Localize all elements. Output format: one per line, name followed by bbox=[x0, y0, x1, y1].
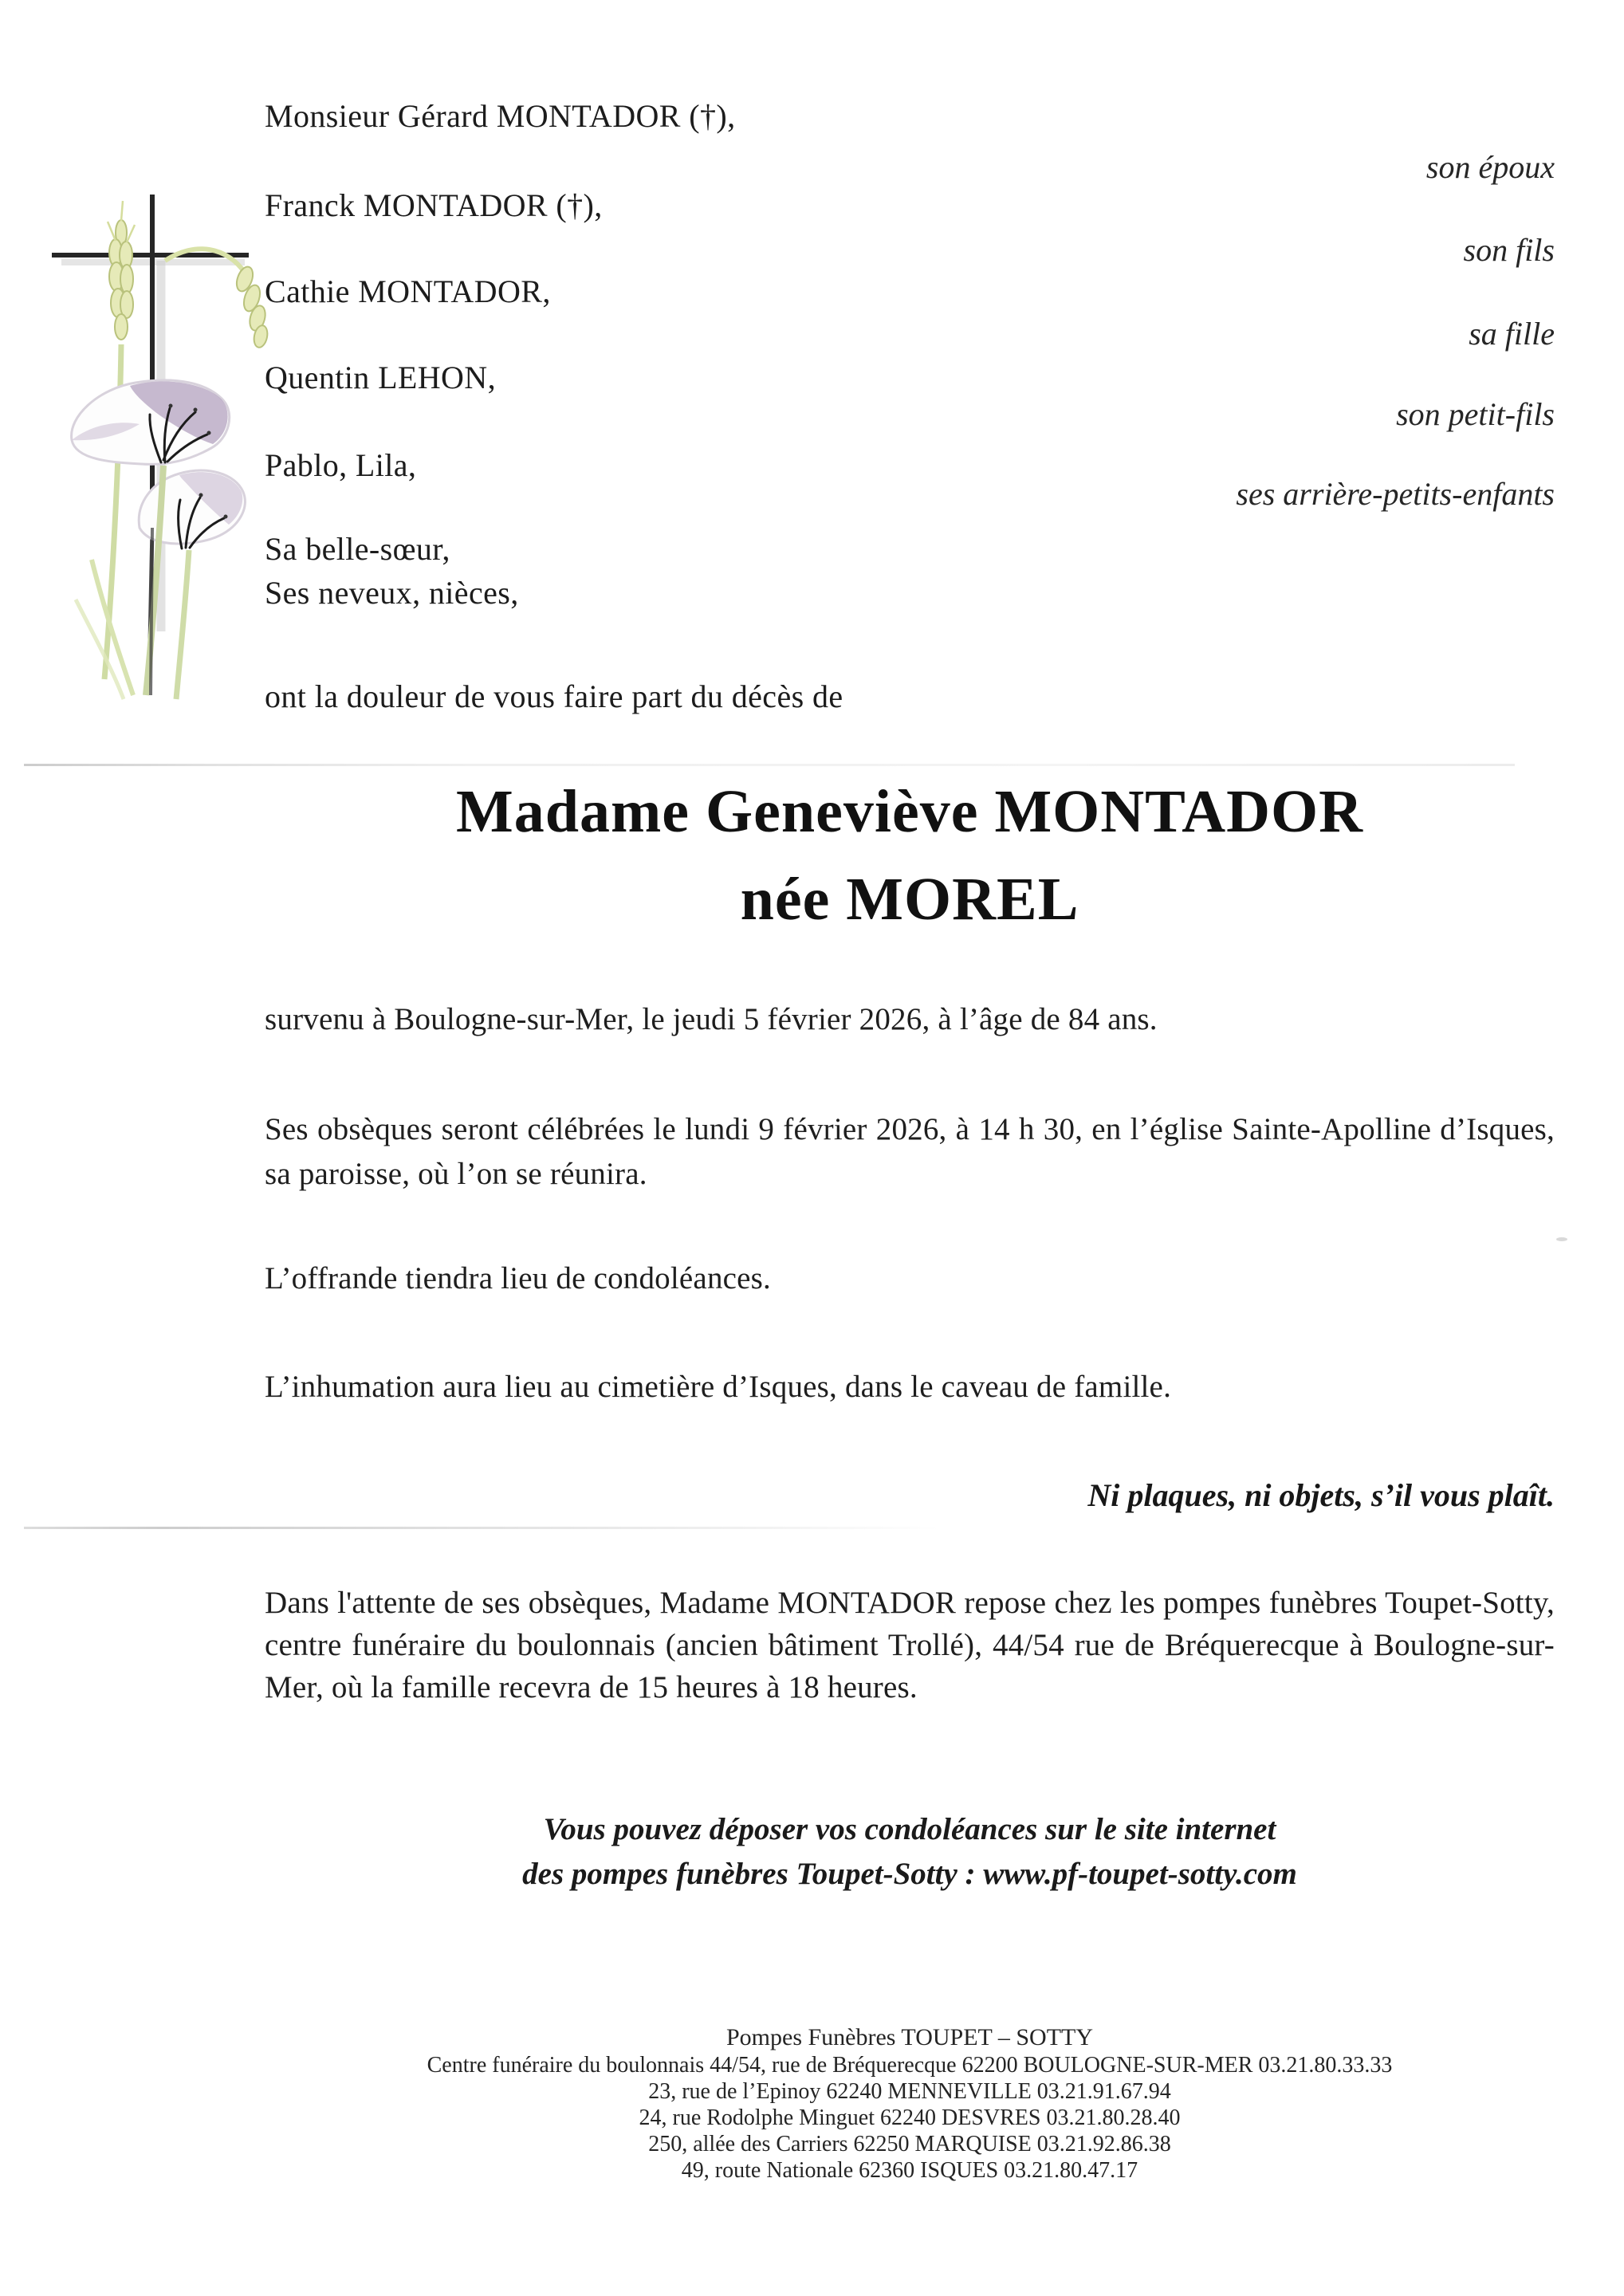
family-name: Pablo, Lila, bbox=[265, 447, 417, 483]
death-info: survenu à Boulogne-sur-Mer, le jeudi 5 février 2026, à l’âge de 84 ans. bbox=[265, 1002, 1158, 1036]
scan-artifact-speck bbox=[1556, 1237, 1567, 1241]
funeral-home-location: 24, rue Rodolphe Minguet 62240 DESVRES 03.21.80.28.40 bbox=[639, 2105, 1181, 2130]
relation-label: son fils bbox=[1463, 232, 1555, 268]
repose-paragraph: Dans l'attente de ses obsèques, Madame MONTADOR repose chez les pompes funèbres Toupet-Sotty, centre funéraire du boulonnais (ancien bâtiment Trollé), 44/54 rue de Bréquerecque à Boulogne-sur-Mer, où la famille recevra de 15 heures à 18 heures. bbox=[265, 1586, 1555, 1704]
relation-label: sa fille bbox=[1469, 316, 1555, 352]
family-name: Franck MONTADOR (†), bbox=[265, 187, 603, 223]
cross-lilies-wheat-icon bbox=[44, 185, 283, 707]
family-name: Ses neveux, nièces, bbox=[265, 575, 519, 611]
deceased-name: Madame Geneviève MONTADOR bbox=[455, 778, 1364, 845]
scan-artifact-line bbox=[24, 1527, 941, 1529]
condolences-line-2: des pompes funèbres Toupet-Sotty : www.pf-toupet-sotty.com bbox=[522, 1857, 1297, 1891]
condolences-note bbox=[265, 1807, 1555, 1897]
offering-line: L’offrande tiendra lieu de condoléances. bbox=[265, 1261, 771, 1295]
ceremony-paragraph: Ses obsèques seront célébrées le lundi 9 février 2026, à 14 h 30, en l’église Sainte-Apolline d’Isques, sa paroisse, où l’on se réunira. bbox=[265, 1112, 1555, 1191]
announcement-intro: ont la douleur de vous faire part du décès de bbox=[265, 678, 843, 714]
request-line: Ni plaques, ni objets, s’il vous plaît. bbox=[1087, 1477, 1555, 1513]
family-name: Cathie MONTADOR, bbox=[265, 273, 551, 309]
funeral-home-footer bbox=[265, 2023, 1555, 2184]
funeral-home-location: 23, rue de l’Epinoy 62240 MENNEVILLE 03.21.91.67.94 bbox=[648, 2079, 1171, 2104]
scan-artifact-line bbox=[24, 764, 1515, 766]
relation-label: son époux bbox=[1425, 149, 1555, 185]
funeral-home-location: Centre funéraire du boulonnais 44/54, rue de Bréquerecque 62200 BOULOGNE-SUR-MER 03.21.80.33.33 bbox=[427, 2053, 1393, 2078]
funeral-home-location: 250, allée des Carriers 62250 MARQUISE 03.21.92.86.38 bbox=[648, 2132, 1171, 2156]
family-name: Sa belle-sœur, bbox=[265, 531, 450, 567]
family-name: Quentin LEHON, bbox=[265, 360, 496, 395]
family-name: Monsieur Gérard MONTADOR (†), bbox=[265, 98, 736, 134]
deceased-maiden-name: née MOREL bbox=[740, 866, 1079, 933]
funeral-home-location: 49, route Nationale 62360 ISQUES 03.21.80.47.17 bbox=[681, 2158, 1138, 2183]
funeral-home-name: Pompes Funèbres TOUPET – SOTTY bbox=[725, 2024, 1094, 2050]
relation-label: son petit-fils bbox=[1396, 396, 1555, 432]
relation-label: ses arrière-petits-enfants bbox=[1236, 476, 1555, 512]
condolences-line-1: Vous pouvez déposer vos condoléances sur le site internet bbox=[543, 1812, 1276, 1846]
burial-line: L’inhumation aura lieu au cimetière d’Isques, dans le caveau de famille. bbox=[265, 1370, 1172, 1404]
deceased-title bbox=[265, 780, 1555, 931]
